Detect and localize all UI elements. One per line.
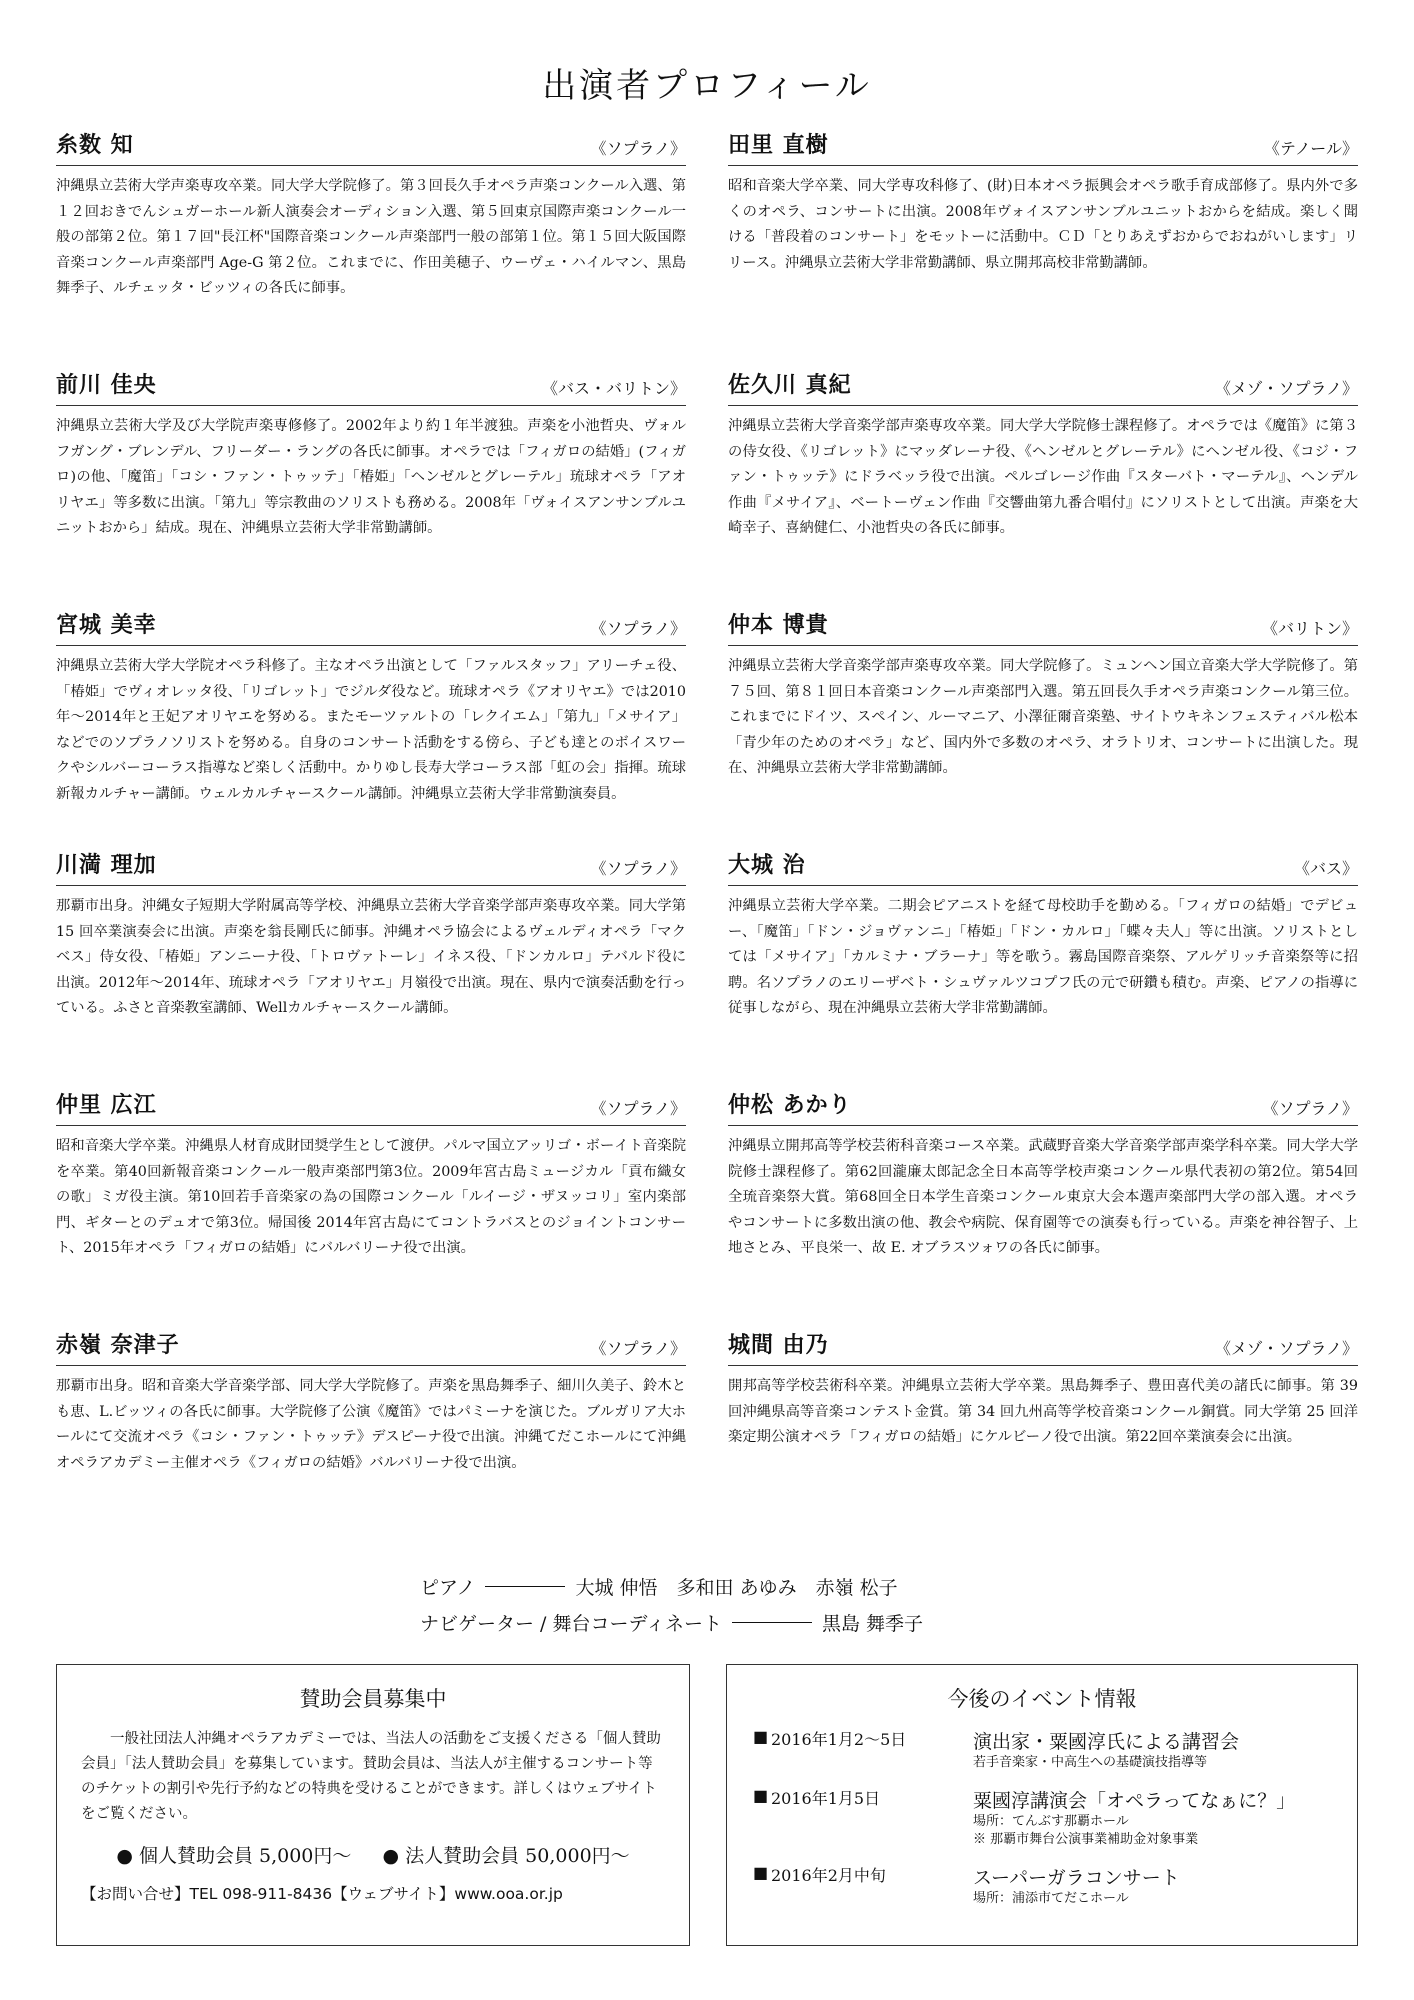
- performer-card: [728, 608, 1358, 848]
- performer-name: 城間 由乃: [728, 1332, 829, 1358]
- credit-role: ピアノ: [420, 1576, 476, 1599]
- bullet-square-icon: ■: [753, 1786, 769, 1805]
- performer-card: [56, 1088, 686, 1328]
- staff-credits: [420, 1568, 1120, 1640]
- performer-bio: 昭和音楽大学卒業、同大学専攻科修了、(財)日本オペラ振興会オペラ歌手育成部修了。県内外で多くのオペラ、コンサートに出演。2008年ヴォイスアンサンブルユニットおからを結成。楽しく聞ける「普段着のコンサート」をモットーに活動中。ＣＤ「とりあえずおからでおねがいします」リリース。沖縄県立芸術大学非常勤講師、県立開邦高校非常勤講師。: [728, 178, 1358, 271]
- event-detail: 若手音楽家・中高生への基礎演技指導等: [973, 1755, 1208, 1770]
- credit-role: ナビゲーター / 舞台コーディネート: [420, 1612, 722, 1635]
- performer-card: [728, 1328, 1358, 1568]
- performer-bio: 沖縄県立芸術大学卒業。二期会ピアニストを経て母校助手を勤める。「フィガロの結婚」でデビュー、「魔笛」「ドン・ジョヴァンニ」「椿姫」「ドン・カルロ」「蝶々夫人」等に出演。ソリストとしては「メサイア」「カルミナ・ブラーナ」等を歌う。霧島国際音楽祭、アルゲリッチ音楽祭等に招聘。名ソプラノのエリーザベト・シュヴァルツコプフ氏の元で研鑽も積む。声楽、ピアノの指導に従事しながら、現在沖縄県立芸術大学非常勤講師。: [728, 898, 1358, 1016]
- event-item: [753, 1786, 1331, 1849]
- performer-name: 仲松 あかり: [728, 1092, 852, 1118]
- events-title: 今後のイベント情報: [947, 1687, 1137, 1711]
- performer-profiles: [56, 128, 1358, 1568]
- event-title: スーパーガラコンサート: [973, 1867, 1180, 1889]
- performer-voice: 《ソプラノ》: [590, 619, 686, 638]
- performer-voice: 《ソプラノ》: [590, 139, 686, 158]
- performer-bio: 沖縄県立芸術大学及び大学院声楽専修修了。2002年より約１年半渡独。声楽を小池哲央、ヴォルフガング・ブレンデル、フリーダー・ラングの各氏に師事。オペラでは「フィガロの結婚」(フィガロ)の他、「魔笛」「コシ・ファン・トゥッテ」「椿姫」「ヘンゼルとグレーテル」琉球オペラ「アオリヤエ」等多数に出演。「第九」等宗教曲のソリストも務める。2008年「ヴォイスアンサンブルユニットおから」結成。現在、沖縄県立芸術大学非常勤講師。: [56, 418, 686, 536]
- performer-voice: 《ソプラノ》: [590, 1099, 686, 1118]
- events-box: [726, 1664, 1358, 1946]
- performer-card: [728, 848, 1358, 1088]
- performer-name: 赤嶺 奈津子: [56, 1332, 180, 1358]
- performer-name: 宮城 美幸: [56, 612, 157, 638]
- event-date: 2016年1月2～5日: [771, 1730, 907, 1749]
- performer-bio: 那覇市出身。沖縄女子短期大学附属高等学校、沖縄県立芸術大学音楽学部声楽専攻卒業。同大学第 15 回卒業演奏会に出演。声楽を翁長剛氏に師事。沖縄オペラ協会によるヴェルディオペラ「マクベス」侍女役、「椿姫」アンニーナ役、「トロヴァトーレ」イネス役、「ドンカルロ」テバルド役に出演。2012年～2014年、琉球オペラ「アオリヤエ」月嶺役で出演。現在、県内で演奏活動を行っている。ふさと音楽教室講師、Wellカルチャースクール講師。: [56, 898, 686, 1016]
- performer-name: 糸数 知: [56, 132, 134, 158]
- performer-card: [56, 368, 686, 608]
- event-title: 演出家・粟國淳氏による講習会: [973, 1731, 1240, 1753]
- performer-voice: 《バリトン》: [1261, 619, 1358, 638]
- performer-name: 川満 理加: [56, 852, 157, 878]
- performer-voice: 《ソプラノ》: [590, 859, 686, 878]
- credit-names: 大城 伸悟 多和田 あゆみ 赤嶺 松子: [575, 1576, 898, 1599]
- event-detail: 場所：てんぶす那覇ホール: [973, 1814, 1129, 1829]
- support-title: 賛助会員募集中: [299, 1687, 447, 1711]
- performer-card: [56, 608, 686, 848]
- performer-voice: 《テノール》: [1263, 139, 1358, 158]
- event-detail: 場所：浦添市てだこホール: [973, 1891, 1129, 1906]
- performer-bio: 那覇市出身。昭和音楽大学音楽学部、同大学大学院修了。声楽を黒島舞季子、細川久美子、鈴木とも恵、L.ビッツィの各氏に師事。大学院修了公演《魔笛》ではパミーナを演じた。ブルガリア大ホールにて交流オペラ《コシ・ファン・トゥッテ》デスピーナ役で出演。沖縄てだこホールにて沖縄オペラアカデミー主催オペラ《フィガロの結婚》バルバリーナ役で出演。: [56, 1378, 686, 1471]
- performer-bio: 沖縄県立開邦高等学校芸術科音楽コース卒業。武蔵野音楽大学音楽学部声楽学科卒業。同大学大学院修士課程修了。第62回瀧廉太郎記念全日本高等学校声楽コンクール県代表初の第2位。第54回全琉音楽祭大賞。第68回全日本学生音楽コンクール東京大会本選声楽部門大学の部入選。オペラやコンサートに多数出演の他、教会や病院、保育園等での演奏も行っている。声楽を神谷智子、上地さとみ、平良栄一、故 E. オブラスツォワの各氏に師事。: [728, 1138, 1358, 1256]
- support-member-box: [56, 1664, 690, 1946]
- performer-name: 仲里 広江: [56, 1092, 157, 1118]
- event-title: 粟國淳講演会「オペラってなぁに？」: [973, 1790, 1296, 1812]
- support-text: 一般社団法人沖縄オペラアカデミーでは、当法人の活動をご支援くださる「個人賛助会員」「法人賛助会員」を募集しています。賛助会員は、当法人が主催するコンサート等のチケットの割引や先行予約などの特典を受けることができます。詳しくはウェブサイトをご覧ください。: [81, 1731, 661, 1822]
- event-note: ※ 那覇市舞台公演事業補助金対象事業: [973, 1832, 1199, 1847]
- contact-info: 【お問い合せ】TEL 098-911-8436【ウェブサイト】www.ooa.or.jp: [81, 1885, 563, 1903]
- fee-individual: ● 個人賛助会員 5,000円～: [116, 1845, 352, 1867]
- performer-voice: 《ソプラノ》: [1262, 1099, 1358, 1118]
- performer-card: [56, 1328, 686, 1568]
- bullet-square-icon: ■: [753, 1863, 769, 1882]
- performer-bio: 沖縄県立芸術大学音楽学部声楽専攻卒業。同大学院修了。ミュンヘン国立音楽大学大学院修了。第７５回、第８１回日本音楽コンクール声楽部門入選。第五回長久手オペラ声楽コンクール第三位。これまでにドイツ、スペイン、ルーマニア、小澤征爾音楽塾、サイトウキネンフェスティバル松本「青少年のためのオペラ」など、国内外で多数のオペラ、オラトリオ、コンサートに出演した。現在、沖縄県立芸術大学非常勤講師。: [728, 658, 1358, 776]
- event-item: [753, 1863, 1331, 1908]
- performer-bio: 沖縄県立芸術大学音楽学部声楽専攻卒業。同大学大学院修士課程修了。オペラでは《魔笛》に第３の侍女役、《リゴレット》にマッダレーナ役、《ヘンゼルとグレーテル》にヘンゼル役、《コジ・ファン・トゥッテ》にドラベッラ役で出演。ペルゴレージ作曲『スターバト・マーテル』、ヘンデル作曲『メサイア』、ベートーヴェン作曲『交響曲第九番合唱付』にソリストとして出演。声楽を大崎幸子、喜納健仁、小池哲央の各氏に師事。: [728, 418, 1358, 536]
- leader-line: [485, 1586, 565, 1587]
- performer-bio: 開邦高等学校芸術科卒業。沖縄県立芸術大学卒業。黒島舞季子、豊田喜代美の諸氏に師事。第 39 回沖縄県高等音楽コンテスト金賞。第 34 回九州高等学校音楽コンクール銅賞。同大学第 25 回洋楽定期公演オペラ「フィガロの結婚」にケルビーノ役で出演。第22回卒業演奏会に出演。: [728, 1378, 1358, 1445]
- performer-voice: 《バス・バリトン》: [541, 379, 686, 398]
- performer-bio: 沖縄県立芸術大学大学院オペラ科修了。主なオペラ出演として「ファルスタッフ」アリーチェ役、「椿姫」でヴィオレッタ役、「リゴレット」でジルダ役など。琉球オペラ《アオリヤエ》では2010年～2014年と王妃アオリヤエを努める。またモーツァルトの「レクイエム」「第九」「メサイア」などでのソプラノソリストを努める。自身のコンサート活動をする傍ら、子ども達とのボイスワークやシルバーコーラス指導など楽しく活動中。かりゆし長寿大学コーラス部「虹の会」指揮。琉球新報カルチャー講師。ウェルカルチャースクール講師。沖縄県立芸術大学非常勤演奏員。: [56, 658, 686, 802]
- leader-line: [732, 1622, 812, 1623]
- bullet-square-icon: ■: [753, 1727, 769, 1746]
- event-item: [753, 1727, 1331, 1772]
- performer-name: 前川 佳央: [56, 372, 157, 398]
- performer-name: 佐久川 真紀: [728, 372, 852, 398]
- event-date: 2016年1月5日: [771, 1789, 881, 1808]
- performer-voice: 《メゾ・ソプラノ》: [1214, 1339, 1358, 1358]
- credit-row: [420, 1568, 1120, 1604]
- performer-name: 仲本 博貴: [728, 612, 829, 638]
- performer-card: [56, 848, 686, 1088]
- event-date: 2016年2月中旬: [771, 1866, 886, 1885]
- performer-card: [728, 128, 1358, 368]
- performer-voice: 《メゾ・ソプラノ》: [1214, 379, 1358, 398]
- credit-row: [420, 1604, 1120, 1640]
- performer-card: [728, 1088, 1358, 1328]
- fee-row: [81, 1841, 665, 1868]
- performer-card: [728, 368, 1358, 608]
- performer-card: [56, 128, 686, 368]
- performer-voice: 《バス》: [1293, 859, 1358, 878]
- performer-bio: 昭和音楽大学卒業。沖縄県人材育成財団奨学生として渡伊。パルマ国立アッリゴ・ボーイト音楽院を卒業。第40回新報音楽コンクール一般声楽部門第3位。2009年宮古島ミュージカル「貢布織女の歌」ミガ役主演。第10回若手音楽家の為の国際コンクール「ルイージ・ザヌッコリ」室内楽部門、ギターとのデュオで第3位。帰国後 2014年宮古島にてコントラバスとのジョイントコンサート、2015年オペラ「フィガロの結婚」にバルバリーナ役で出演。: [56, 1138, 686, 1256]
- fee-corporate: ● 法人賛助会員 50,000円～: [382, 1845, 630, 1867]
- page-title: 出演者プロフィール: [542, 66, 872, 106]
- performer-name: 大城 治: [728, 852, 806, 878]
- performer-bio: 沖縄県立芸術大学声楽専攻卒業。同大学大学院修了。第３回長久手オペラ声楽コンクール入選、第１２回おきでんシュガーホール新人演奏会オーディション入選、第５回東京国際声楽コンクール一般の部第２位。第１７回"長江杯"国際音楽コンクール声楽部門一般の部第１位。第１５回大阪国際音楽コンクール声楽部門 Age-G 第２位。これまでに、作田美穂子、ウーヴェ・ハイルマン、黒島舞季子、ルチェッタ・ビッツィの各氏に師事。: [56, 178, 686, 296]
- credit-names: 黒島 舞季子: [821, 1612, 924, 1635]
- performer-voice: 《ソプラノ》: [590, 1339, 686, 1358]
- performer-name: 田里 直樹: [728, 132, 829, 158]
